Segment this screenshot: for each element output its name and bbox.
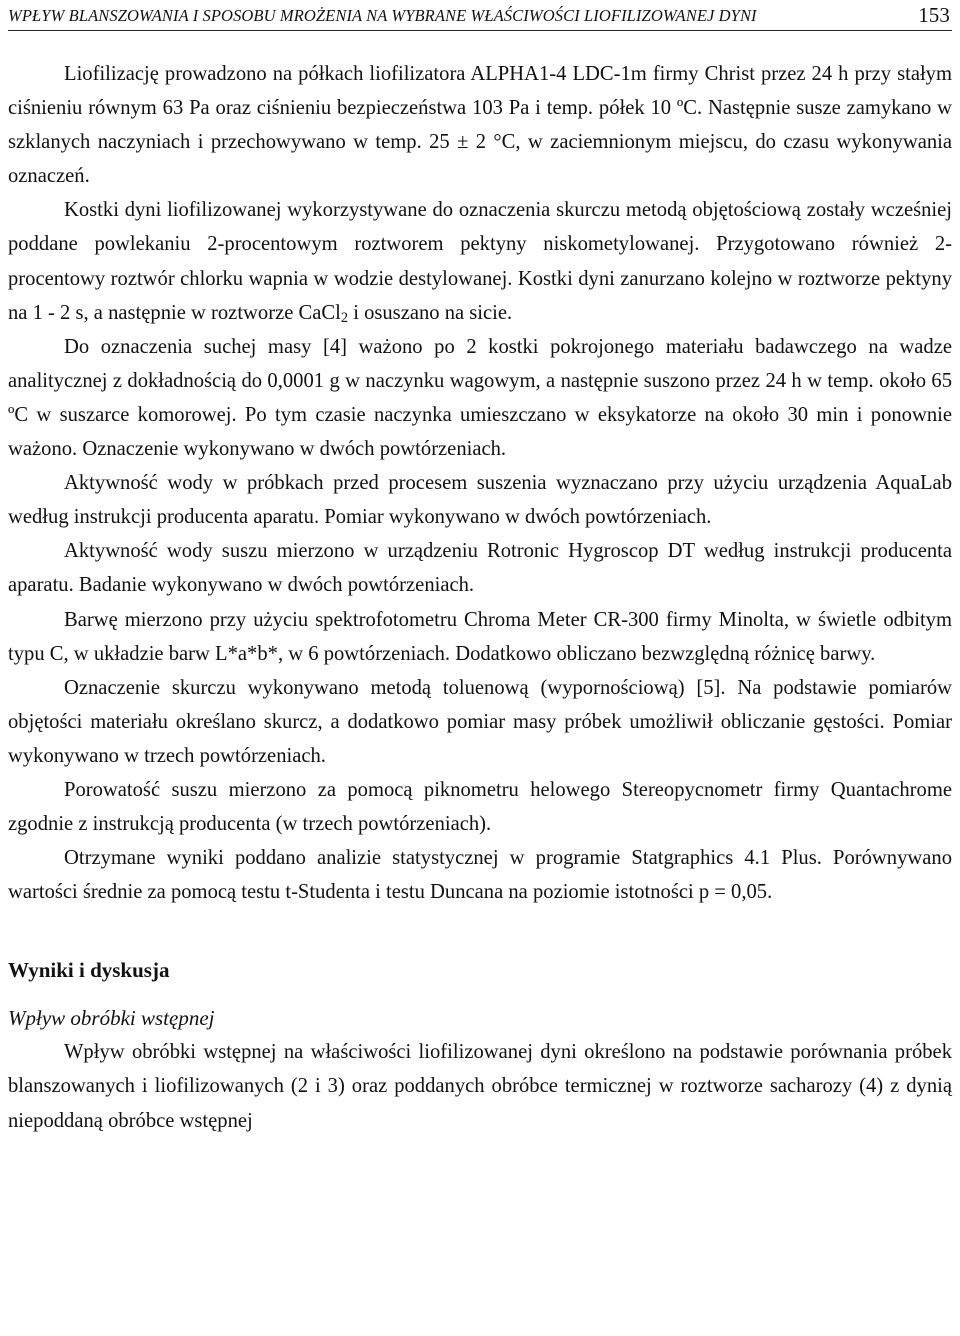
paragraph-porosity: Porowatość suszu mierzono za pomocą piknometru helowego Stereopycnometr firmy Quantachrome zgodnie z instrukcją producenta (w trzech powtórzeniach). bbox=[8, 778, 952, 836]
paragraph-water-activity-fresh: Aktywność wody w próbkach przed procesem suszenia wyznaczano przy użyciu urządzenia AquaLab według instrukcji producenta aparatu. Pomiar wykonywano w dwóch powtórzeniach. bbox=[8, 472, 952, 529]
running-header bbox=[8, 0, 952, 31]
section-heading: Wyniki i dyskusja bbox=[8, 958, 170, 983]
body-text bbox=[8, 57, 952, 1138]
paragraph-dry-mass: Do oznaczenia suchej masy [4] ważono po 2 kostki pokrojonego materiału badawczego na wadze analitycznej z dokładnością do 0,0001 g w naczynku wagowym, a następnie suszono przez 24 h w temp. około 65 ºC w suszarce komorowej. Po tym czasie naczynka umieszczano w eksykatorze na około 30 min i ponownie ważono. Oznaczenie wykonywano w dwóch powtórzeniach. bbox=[8, 335, 952, 461]
paragraph-shrinkage: Oznaczenie skurczu wykonywano metodą toluenową (wypornościową) [5]. Na podstawie pomiarów objętości materiału określano skurcz, a dodatkowo pomiar masy próbek umożliwił obliczanie gęstości. Pomiar wykonywano w trzech powtórzeniach. bbox=[8, 676, 952, 767]
paragraph-water-activity-dried: Aktywność wody suszu mierzono w urządzeniu Rotronic Hygroscop DT według instrukcji producenta aparatu. Badanie wykonywano w dwóch powtórzeniach. bbox=[8, 540, 952, 597]
paragraph-coating bbox=[8, 193, 952, 329]
paragraph-color: Barwę mierzono przy użyciu spektrofotometru Chroma Meter CR-300 firmy Minolta, w świetle odbitym typu C, w układzie barw L*a*b*, w 6 powtórzeniach. Dodatkowo obliczano bezwzględną różnicę barwy. bbox=[8, 608, 952, 665]
subsection-heading: Wpływ obróbki wstępnej bbox=[8, 1006, 215, 1031]
paragraph-statistics: Otrzymane wyniki poddano analizie statystycznej w programie Statgraphics 4.1 Plus. Porównywano wartości średnie za pomocą testu t-Studenta i testu Duncana na poziomie istotności p = 0,05. bbox=[8, 847, 952, 904]
paragraph-results: Wpływ obróbki wstępnej na właściwości liofilizowanej dyni określono na podstawie porównania próbek blanszowanych i liofilizowanych (2 i 3) oraz poddanych obróbce termicznej w roztworze sacharozy (4) z dynią niepoddaną obróbce wstępnej bbox=[8, 1041, 952, 1132]
paragraph-lyophilization: Liofilizację prowadzono na półkach liofilizatora ALPHA1-4 LDC-1m firmy Christ przez 24 h przy stałym ciśnieniu równym 63 Pa oraz ciśnieniu bezpieczeństwa 103 Pa i temp. półek 10 ºC. Następnie susze zamykano w szklanych naczyniach i przechowywano w temp. 25 ± 2 °C, w zaciemnionym miejscu, do czasu wykonywania oznaczeń. bbox=[8, 63, 952, 188]
subscript-2: 2 bbox=[340, 309, 349, 326]
page-number: 153 bbox=[918, 3, 950, 27]
running-title: WPŁYW BLANSZOWANIA I SPOSOBU MROŻENIA NA WYBRANE WŁAŚCIWOŚCI LIOFILIZOWANEJ DYNI bbox=[8, 6, 757, 25]
paragraph-coating-tail: i osuszano na sicie. bbox=[348, 301, 513, 324]
document-page bbox=[8, 0, 952, 1138]
paragraph-coating-text: Kostki dyni liofilizowanej wykorzystywane do oznaczenia skurczu metodą objętościową zostały wcześniej poddane powlekaniu 2-procentowym roztworem pektyny niskometylowanej. Przygotowano również 2-procentowy roztwór chlorku wapnia w wodzie destylowanej. Kostki dyni zanurzano kolejno w roztworze pektyny na 1 - 2 s, a następnie w roztworze CaCl bbox=[8, 199, 952, 324]
